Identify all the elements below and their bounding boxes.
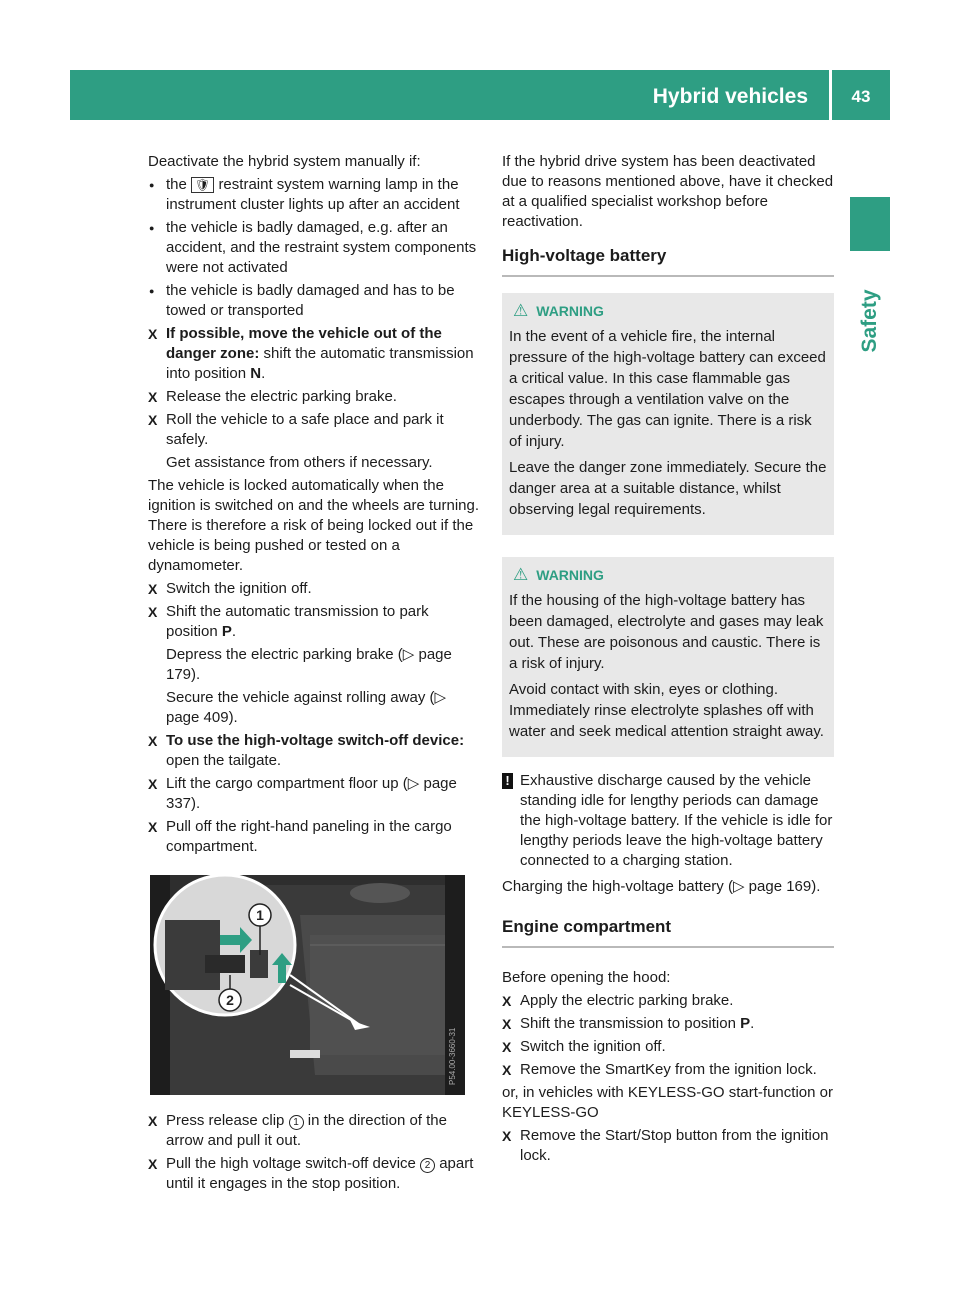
step-item: X Switch the ignition off. xyxy=(148,580,312,597)
warning-heading: ⚠ WARNING xyxy=(513,301,604,320)
step-marker-icon: X xyxy=(502,1062,512,1078)
step-item: X Shift the automatic transmission to park position P. xyxy=(148,603,429,640)
step-marker-icon: X xyxy=(148,1156,158,1172)
warning-box xyxy=(502,557,834,757)
chapter-label: Safety xyxy=(858,289,881,353)
step-marker-icon: X xyxy=(148,1113,158,1129)
keyless-go-note: or, in vehicles with KEYLESS-GO start-function or KEYLESS-GO xyxy=(502,1084,833,1121)
photo-code: P54.00-3660-31 xyxy=(448,1027,457,1085)
notice-block: ! Exhaustive discharge caused by the vehicle standing idle for lengthy periods can damage the high-voltage battery. If the vehicle is idle for lengthy periods leave the high-voltage battery connected to a charging station. xyxy=(502,771,834,871)
step-item: X Lift the cargo compartment floor up (▷ page 337). xyxy=(148,775,457,812)
section-title: Hybrid vehicles xyxy=(652,85,808,108)
step-marker-icon: X xyxy=(148,389,158,405)
page-header xyxy=(70,70,890,120)
step-item: X If possible, move the vehicle out of the danger zone: shift the automatic transmission into position N. xyxy=(148,325,474,382)
step-marker-icon: X xyxy=(148,604,158,620)
step-item: X Apply the electric parking brake. xyxy=(502,992,734,1009)
callout-2-label: 2 xyxy=(226,992,234,1008)
intro-text: Deactivate the hybrid system manually if: xyxy=(148,153,421,170)
warning-text: Avoid contact with skin, eyes or clothing. Immediately rinse electrolyte splashes off with water and seek medical attention straight away. xyxy=(509,681,824,740)
cargo-illustration xyxy=(150,875,465,1095)
warning-icon: ⚠ xyxy=(513,301,529,320)
lock-warning-paragraph: The vehicle is locked automatically when the ignition is switched on and the wheels are turning. There is therefore a risk of being locked out if the vehicle is being pushed or tested on a dynamometer. xyxy=(148,477,480,574)
warning-heading: ⚠ WARNING xyxy=(513,565,604,584)
chapter-tab xyxy=(850,197,890,251)
left-column xyxy=(148,152,483,1197)
warning-text: In the event of a vehicle fire, the internal pressure of the high-voltage battery can exceed a critical value. In this case flammable gas escapes through a ventilation valve on the underbody. The gas can ignite. There is a risk of injury. xyxy=(509,328,826,450)
step-marker-icon: X xyxy=(148,819,158,835)
step-marker-icon: X xyxy=(148,326,158,342)
bullet-item: ● the vehicle is badly damaged, e.g. after an accident, and the restraint system components were not activated xyxy=(148,218,483,278)
step-marker-icon: X xyxy=(502,1039,512,1055)
step-marker-icon: X xyxy=(502,1128,512,1144)
cargo-compartment-photo xyxy=(150,875,465,1095)
step-marker-icon: X xyxy=(148,581,158,597)
high-voltage-battery-heading: High-voltage battery xyxy=(502,246,834,277)
bullet-item: ● the vehicle is badly damaged and has to be towed or transported xyxy=(148,281,483,321)
step-item: X Roll the vehicle to a safe place and park it safely. xyxy=(148,411,444,448)
step-subtext: Depress the electric parking brake (▷ page 179). xyxy=(166,646,452,683)
step-item: X Pull off the right-hand paneling in the cargo compartment. xyxy=(148,818,452,855)
bullet-item: ● the 🛡 restraint system warning lamp in the instrument cluster lights up after an accident xyxy=(148,175,483,215)
charging-reference: Charging the high-voltage battery (▷ page 169). xyxy=(502,878,821,895)
step-item: X Remove the SmartKey from the ignition lock. xyxy=(502,1061,817,1078)
step-item: X Pull the high voltage switch-off device 2 apart until it engages in the stop position. xyxy=(148,1155,474,1192)
step-marker-icon: X xyxy=(148,733,158,749)
warning-text: Leave the danger zone immediately. Secure the danger area at a suitable distance, whilst observing legal requirements. xyxy=(509,459,827,518)
warning-icon: ⚠ xyxy=(513,565,529,584)
step-subtext: Get assistance from others if necessary. xyxy=(166,454,433,471)
callout-ref: 1 xyxy=(289,1115,304,1130)
step-marker-icon: X xyxy=(502,993,512,1009)
engine-intro: Before opening the hood: xyxy=(502,969,671,986)
reactivation-paragraph: If the hybrid drive system has been deactivated due to reasons mentioned above, have it checked at a qualified specialist workshop before reactivation. xyxy=(502,153,834,230)
page-number: 43 xyxy=(851,87,871,106)
engine-compartment-heading: Engine compartment xyxy=(502,917,834,948)
step-item: X Press release clip 1 in the direction of the arrow and pull it out. xyxy=(148,1112,447,1149)
notice-icon: ! xyxy=(502,773,513,789)
step-item: X To use the high-voltage switch-off device: open the tailgate. xyxy=(148,732,465,769)
callout-1-label: 1 xyxy=(256,907,264,923)
step-item: X Remove the Start/Stop button from the ignition lock. xyxy=(502,1127,829,1164)
step-marker-icon: X xyxy=(502,1016,512,1032)
callout-ref: 2 xyxy=(420,1158,435,1173)
warning-box xyxy=(502,293,834,535)
step-item: X Release the electric parking brake. xyxy=(148,388,397,405)
right-column xyxy=(502,152,834,1169)
step-subtext: Secure the vehicle against rolling away (▷ page 409). xyxy=(166,689,447,726)
restraint-system-icon: 🛡 xyxy=(191,177,214,193)
warning-text: If the housing of the high-voltage battery has been damaged, electrolyte and gases may leak out. These are poisonous and caustic. There is a risk of injury. xyxy=(509,592,824,672)
step-item: X Shift the transmission to position P. xyxy=(502,1015,755,1032)
step-marker-icon: X xyxy=(148,776,158,792)
step-marker-icon: X xyxy=(148,412,158,428)
step-item: X Switch the ignition off. xyxy=(502,1038,666,1055)
